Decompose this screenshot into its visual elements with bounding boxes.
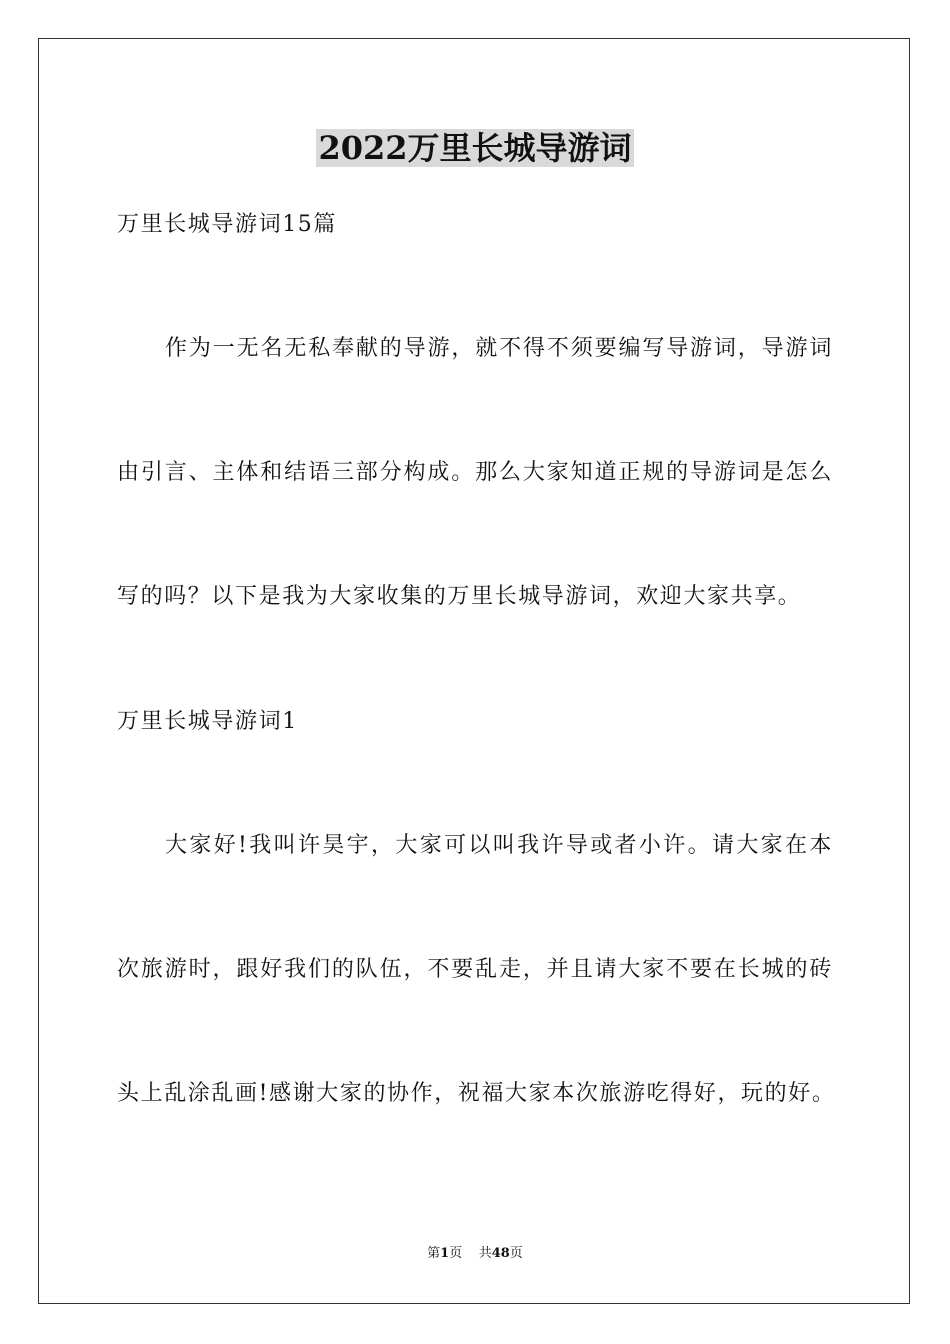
footer-total-suffix: 页 [509, 1246, 523, 1261]
footer-page-prefix: 第 [427, 1246, 441, 1261]
section-line-3: 头上乱涂乱画!感谢大家的协作，祝福大家本次旅游吃得好，玩的好。 [117, 1081, 836, 1106]
section-heading: 万里长城导游词1 [117, 709, 298, 734]
footer-total-pages: 48 [491, 1246, 510, 1261]
intro-line-1: 作为一无名无私奉献的导游，就不得不须要编写导游词，导游词 [165, 336, 833, 361]
page-footer [0, 1245, 950, 1263]
footer-page-suffix: 页 [449, 1246, 463, 1261]
section-line-1: 大家好!我叫许昊宇，大家可以叫我许导或者小许。请大家在本 [165, 833, 833, 858]
document-title [0, 126, 950, 170]
intro-line-2: 由引言、主体和结语三部分构成。那么大家知道正规的导游词是怎么 [117, 460, 833, 485]
intro-line-3: 写的吗？以下是我为大家收集的万里长城导游词，欢迎大家共享。 [117, 584, 802, 609]
section-line-2: 次旅游时，跟好我们的队伍，不要乱走，并且请大家不要在长城的砖 [117, 957, 833, 982]
document-title-text: 2022万里长城导游词 [318, 129, 632, 167]
document-subtitle: 万里长城导游词15篇 [117, 212, 337, 237]
footer-page-number: 1 [440, 1246, 450, 1261]
footer-total-prefix: 共 [478, 1246, 492, 1261]
